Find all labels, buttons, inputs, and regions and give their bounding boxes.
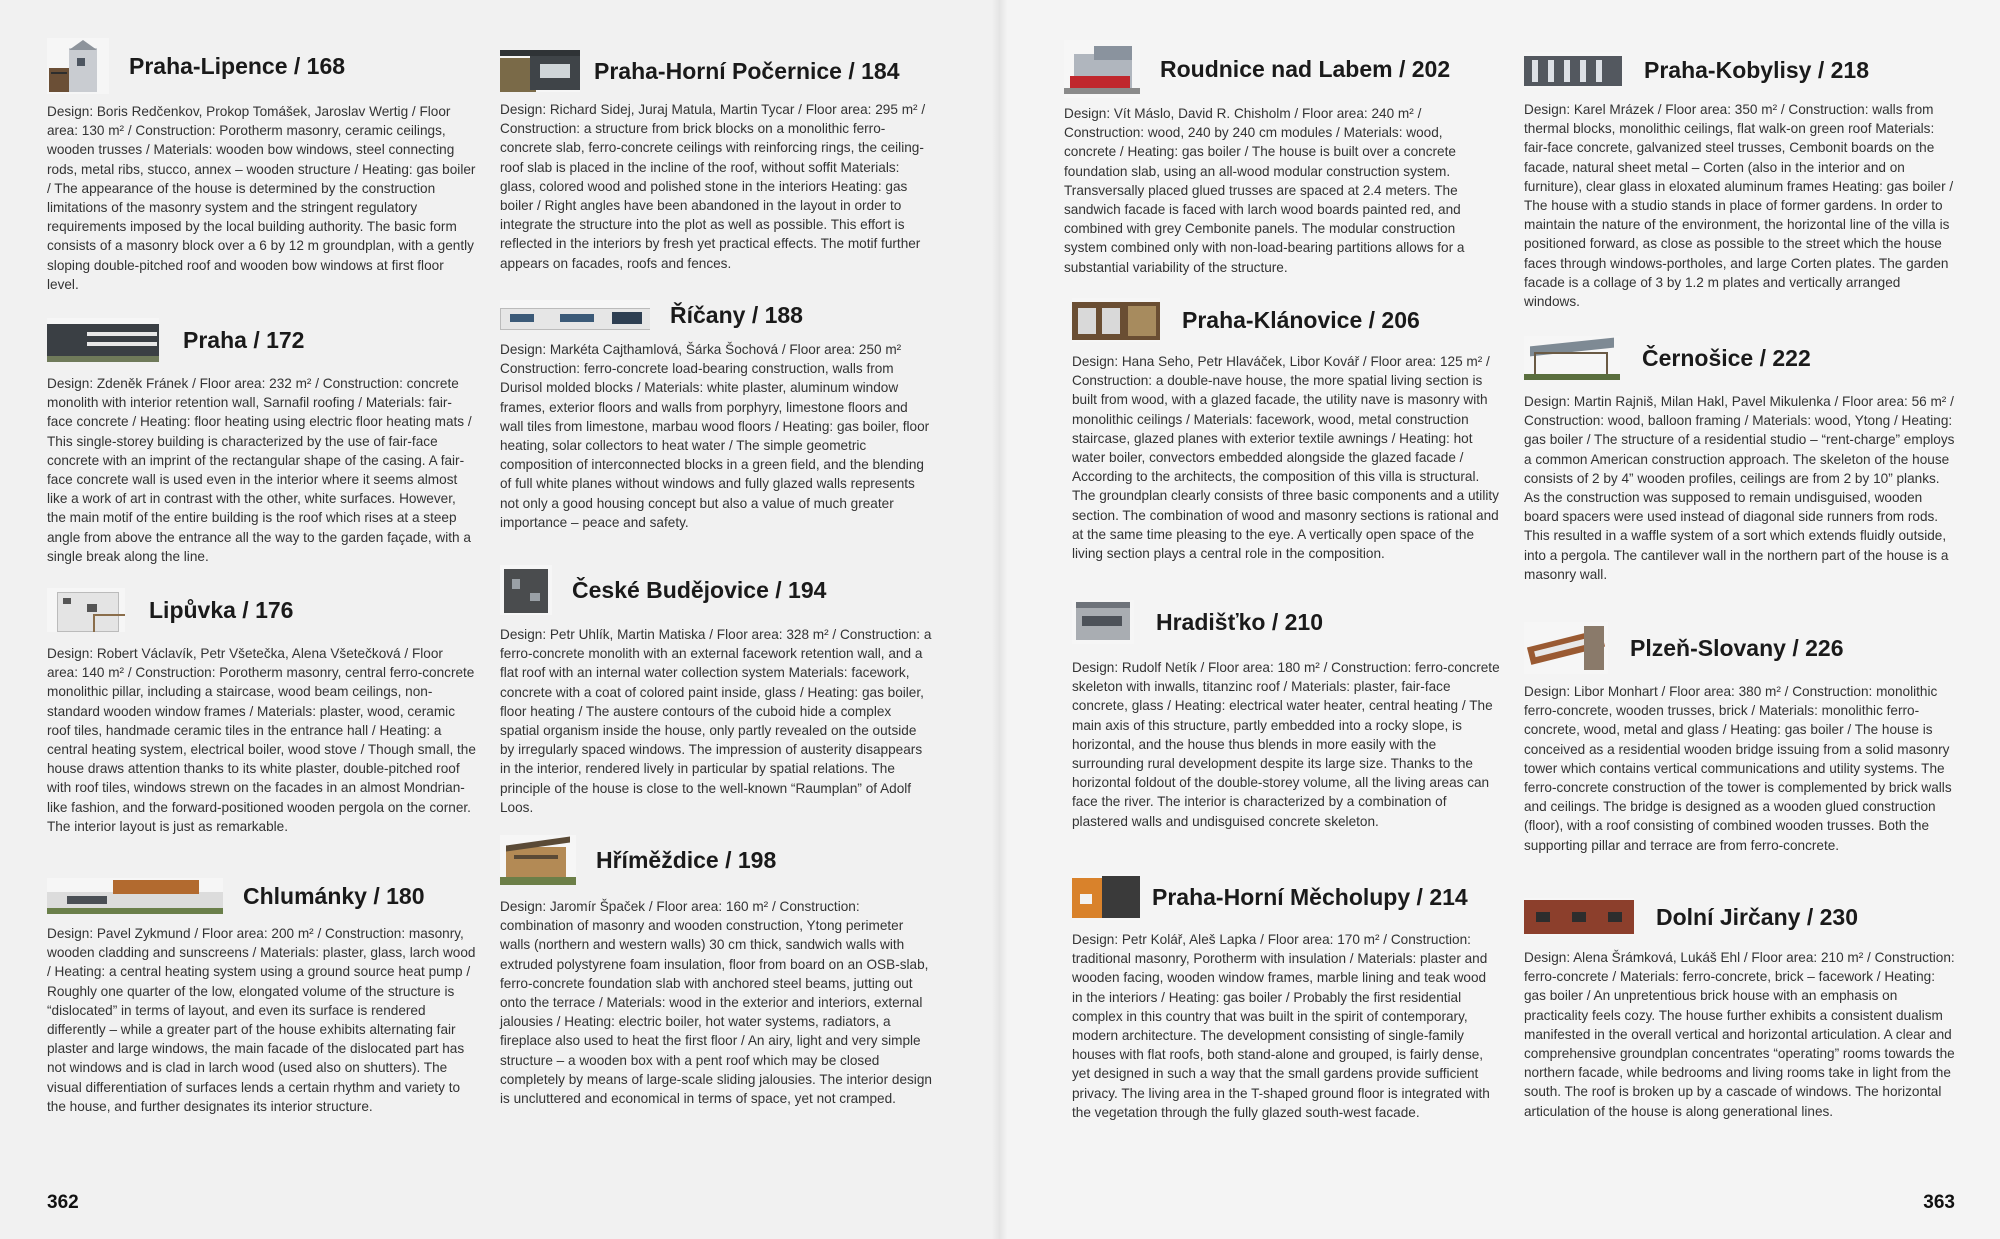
entry-description: Design: Petr Kolář, Aleš Lapka / Floor area: 170 m² / Construction: traditional masonry, Porotherm with insulation / Materials: plaster and wooden facing, wooden window frames, marble lining and teak wood in the interiors / Heating: gas boiler / Probably the first residential complex in this country that was built in the spirit of contemporary, modern architecture. The development consisting of single-family houses with flat roofs, both stand-alone and grouped, is fairly dense, yet designed in such a way that the small gardens provide sufficient privacy. The living area in the T-shaped ground floor is integrated with the vegetation through the fully glazed south-west facade. (1072, 932, 1490, 1120)
entry-description: Design: Libor Monhart / Floor area: 380 m² / Construction: monolithic ferro-concrete, wooden trusses, brick / Materials: monolithic ferro-concrete, wood, metal and glass / Heating: gas boiler / The house is conceived as a residential wooden bridge issuing from a solid masonry tower which contains vertical communications and utility systems. The ferro-concrete construction of the tower is complemented by brick walls and ceilings. The bridge is designed as a wooden glued construction (floor), with a roof consisting of combined wooden trusses. Both the supporting pillar and terrace are from ferro-concrete. (1524, 684, 1952, 853)
entry-title: Praha-Lipence / 168 (129, 52, 346, 79)
entry-praha-lipence (47, 38, 477, 294)
entry-description: Design: Zdeněk Fránek / Floor area: 232 m² / Construction: concrete monolith with interior retention wall, Sarnafil roofing / Materials: fair-face concrete / Heating: floor heating using electric floor heating mats / This single-storey building is characterized by the use of fair-face concrete with an imprint of the rectangular shape of the casing. A fair-face concrete wall is used even in the interior where it seems almost like a work of art in contrast with the other, white surfaces. However, the main motif of the entire building is the roof which rises at a steep angle from above the entrance all the way to the garden façade, with a single break along the line. (47, 376, 472, 564)
entry-title: Chlumánky / 180 (243, 882, 425, 909)
book-gutter (992, 0, 1008, 1239)
entry-praha-horni-pocernice (500, 50, 932, 273)
entry-description: Design: Jaromír Špaček / Floor area: 160 m² / Construction: combination of masonry and wooden construction, Ytong perimeter walls (northern and western walls) 30 cm thick, sandwich walls with extruded polystyrene foam insulation, floor from board on an OSB-slab, ferro-concrete foundation slab with anchored steel beams, jutting out onto the terrace / Materials: wood in the exterior and interiors, external jalousies / Heating: electric boiler, hot water systems, radiators, a fireplace also used to heat the first floor / An airy, light and very simple structure – a wooden box with a pent roof which may be closed completely by means of large-scale sliding jalousies. The interior design is uncluttered and economical in terms of space, yet not cramped. (500, 899, 932, 1107)
house-photo-icon (500, 300, 650, 330)
entry-chlumanky (47, 878, 477, 1116)
house-photo-icon (1072, 298, 1160, 342)
entry-hradistko (1072, 600, 1500, 831)
house-photo-icon (500, 565, 552, 615)
house-photo-icon (1524, 622, 1608, 674)
house-photo-icon (500, 50, 580, 92)
entry-ceske-budejovice (500, 565, 932, 817)
entry-praha-horni-mecholupy (1072, 874, 1500, 1122)
house-photo-icon (1072, 874, 1140, 920)
entry-title: Lipůvka / 176 (149, 596, 294, 623)
entry-praha (47, 318, 477, 566)
entry-title: Dolní Jirčany / 230 (1656, 903, 1858, 930)
page-number-right: 363 (1923, 1192, 1955, 1213)
entry-title: Hradišťko / 210 (1156, 608, 1323, 635)
entry-description: Design: Robert Václavík, Petr Všetečka, Alena Všetečková / Floor area: 140 m² / Construction: Porotherm masonry, central ferro-concrete monolithic pillar, including a staircase, wood beam ceilings, non-standard wooden window frames / Materials: plaster, wood, ceramic roof tiles, handmade ceramic tiles in the entrance hall / Heating: a central heating system, electrical boiler, wood stove / Though small, the house draws attention thanks to its white plaster, double-pitched roof with roof tiles, windows strewn on the facades in an almost Mondrian-like fashion, and the forward-positioned wooden pergola on the corner. The interior layout is just as remarkable. (47, 646, 476, 834)
entry-ricany (500, 300, 932, 532)
house-photo-icon (47, 878, 223, 914)
entry-title: Říčany / 188 (670, 301, 803, 328)
entry-description: Design: Pavel Zykmund / Floor area: 200 m² / Construction: masonry, wooden cladding and sunscreens / Materials: plaster, glass, larch wood / Heating: a central heating system using a ground source heat pump / Roughly one quarter of the low, elongated volume of the structure is “dislocated” in terms of layout, and even its surface is rendered differently – while a greater part of the house exhibits alternating fair plaster and large windows, the main facade of the dislocated part has not windows and is clad in larch wood (used also on shutters). The visual differentiation of surfaces lends a certain rhythm and variety to the house, and further designates its interior structure. (47, 926, 476, 1114)
entry-title: Praha-Horní Měcholupy / 214 (1152, 883, 1468, 910)
entry-title: Praha-Kobylisy / 218 (1644, 56, 1869, 83)
entry-description: Design: Alena Šrámková, Lukáš Ehl / Floor area: 210 m² / Construction: ferro-concrete / Materials: ferro-concrete, brick – facework / Heating: gas boiler / An unpretentious brick house with an emphasis on practicality feels cozy. The house further exhibits a consistent dualism manifested in the overall vertical and horizontal articulation. A clear and comprehensive groundplan concentrates “operating” rooms towards the northern facade, while bedrooms and living rooms take in light from the south. The roof is broken up by a cascade of windows. The horizontal articulation of the house is along generational lines. (1524, 950, 1955, 1119)
house-photo-icon (47, 38, 109, 94)
entry-description: Design: Vít Máslo, David R. Chisholm / Floor area: 240 m² / Construction: wood, 240 by 240 cm modules / Materials: wood, concrete / Heating: gas boiler / The house is built over a concrete foundation slab, using an all-wood modular construction system. Transversally placed glued trusses are spaced at 2.4 meters. The sandwich facade is faced with larch wood boards painted red, and combined with grey Cembonite panels. The modular construction system combined only with non-load-bearing partitions allows for a substantial variability of the structure. (1064, 106, 1465, 275)
entry-dolni-jircany (1524, 898, 1956, 1121)
entry-title: Praha / 172 (183, 326, 305, 353)
entry-description: Design: Boris Redčenkov, Prokop Tomášek, Jaroslav Wertig / Floor area: 130 m² / Construction: Porotherm masonry, ceramic ceilings, wooden trusses / Materials: wooden bow windows, steel connecting rods, metal ribs, stucco, annex – wooden structure / Heating: gas boiler / The appearance of the house is determined by the construction limitations of the masonry system and the stringent regulatory requirements imposed by the local building authority. The basic form consists of a masonry block over a 6 by 12 m groundplan, with a gently sloping double-pitched roof and wooden bow windows at first floor level. (47, 104, 476, 292)
entry-title: Plzeň-Slovany / 226 (1630, 634, 1844, 661)
entry-description: Design: Richard Sidej, Juraj Matula, Martin Tycar / Floor area: 295 m² / Construction: a structure from brick blocks on a monolithic ferro-concrete slab, ferro-concrete ceilings with reinforcing rings, the ceiling-roof slab is placed in the incline of the roof, without soffit Materials: glass, colored wood and polished stone in the interiors Heating: gas boiler / Right angles have been abandoned in the layout in order to integrate the structure into the plot as well as possible. This effort is reflected in the interiors by fresh yet practical effects. The motif further appears on facades, roofs and fences. (500, 102, 926, 271)
entry-hrimezdice (500, 835, 932, 1108)
house-photo-icon (1524, 898, 1634, 936)
house-photo-icon (1524, 336, 1620, 380)
entry-description: Design: Hana Seho, Petr Hlaváček, Libor Kovář / Floor area: 125 m² / Construction: a double-nave house, the more spatial living section is built from wood, with a glazed facade, the utility nave is masonry with monolithic ceilings / Materials: facework, wood, metal construction staircase, glazed planes with exterior textile awnings / Heating: hot water boiler, convectors embedded alongside the glazed facade / According to the architects, the composition of this villa is structural. The groundplan clearly consists of three basic components and a utility section. The combination of wood and masonry sections is rational and at the same time pleasing to the eye. A vertically open space of the living section plays a central role in the composition. (1072, 354, 1499, 562)
house-photo-icon (1064, 40, 1140, 98)
entry-praha-kobylisy (1524, 52, 1956, 311)
entry-description: Design: Martin Rajniš, Milan Hakl, Pavel Mikulenka / Floor area: 56 m² / Construction: wood, balloon framing / Materials: wood, Ytong / Heating: gas boiler / The structure of a residential studio – “rent-charge” employs a common American construction approach. The skeleton of the house consists of 2 by 4” wooden profiles, ceilings are from 2 by 10” planks. As the construction was supposed to remain undisguised, wooden board spacers were used instead of diagonal side runners from rods. This resulted in a waffle system of a sort which extends fluidly outside, into a pergola. The cantilever wall in the northern part of the house is a masonry wall. (1524, 394, 1955, 582)
entry-title: Hříměždice / 198 (596, 846, 777, 873)
entry-roudnice-nad-labem (1064, 40, 1498, 277)
entry-title: České Budějovice / 194 (572, 576, 827, 603)
entry-description: Design: Markéta Cajthamlová, Šárka Šochová / Floor area: 250 m² Construction: ferro-concrete load-bearing construction, walls from Durisol molded blocks / Materials: white plaster, aluminum window frames, exterior floors and walls from porphyry, limestone floors and wall tiles from limestone, marbau wood floors / Heating: gas boiler, floor heating, solar collectors to heat water / The simple geometric composition of interconnected blocks in a green field, and the blending of full white planes without windows and fully glazed walls represents not only a good housing concept but also a value of much greater importance – peace and safety. (500, 342, 930, 530)
entry-description: Design: Rudolf Netík / Floor area: 180 m² / Construction: ferro-concrete skeleton with inwalls, titanzinc roof / Materials: plaster, fair-face concrete, glass / Heating: electrical water heater, central heating / The main axis of this structure, partly embedded into a rocky slope, is horizontal, and the house thus blends in more easily with the surrounding rural development despite its large size. Thanks to the horizontal foldout of the double-storey volume, all the living areas can face the river. The interior is characterized by a combination of plastered walls and undisguised concrete skeleton. (1072, 660, 1500, 829)
entry-title: Černošice / 222 (1642, 344, 1811, 371)
entry-title: Roudnice nad Labem / 202 (1160, 55, 1451, 82)
entry-praha-klanovice (1072, 298, 1500, 563)
house-photo-icon (1524, 52, 1622, 88)
entry-title: Praha-Horní Počernice / 184 (594, 57, 900, 84)
house-photo-icon (47, 588, 125, 632)
entry-description: Design: Petr Uhlík, Martin Matiska / Floor area: 328 m² / Construction: a ferro-concrete monolith with an external facework retention wall, and a flat roof with an internal water collection system Materials: facework, concrete with a coat of colored paint inside, glass / Heating: gas boiler, floor heating / The austere contours of the cuboid hide a complex spatial organism inside the house, only partly revealed on the outside by irregularly spaced windows. The impression of austerity disappears in the interior, rendered lively in particular by spatial relations. The principle of the house is close to the well-known “Raumplan” of Adolf Loos. (500, 627, 932, 815)
entry-lipuvka (47, 588, 477, 836)
house-photo-icon (47, 318, 159, 362)
house-photo-icon (500, 835, 576, 885)
house-photo-icon (1072, 600, 1134, 644)
entry-title: Praha-Klánovice / 206 (1182, 306, 1420, 333)
entry-cernosice (1524, 336, 1956, 584)
page-number-left: 362 (47, 1192, 79, 1213)
entry-description: Design: Karel Mrázek / Floor area: 350 m² / Construction: walls from thermal blocks, monolithic ceilings, flat walk-on green roof Materials: fair-face concrete, galvanized steel trusses, Cembonit boards on the facade, natural sheet metal – Corten (also in the interior and on furniture), clear glass in eloxated aluminum frames Heating: gas boiler / The house with a studio stands in place of former gardens. In order to maintain the nature of the environment, the horizontal line of the villa is positioned forward, as close as possible to the street which the house faces through windows-portholes, and large Corten plates. The garden facade is a collage of 3 by 1.2 m plates and vertically arranged windows. (1524, 102, 1954, 310)
entry-plzen-slovany (1524, 622, 1956, 855)
